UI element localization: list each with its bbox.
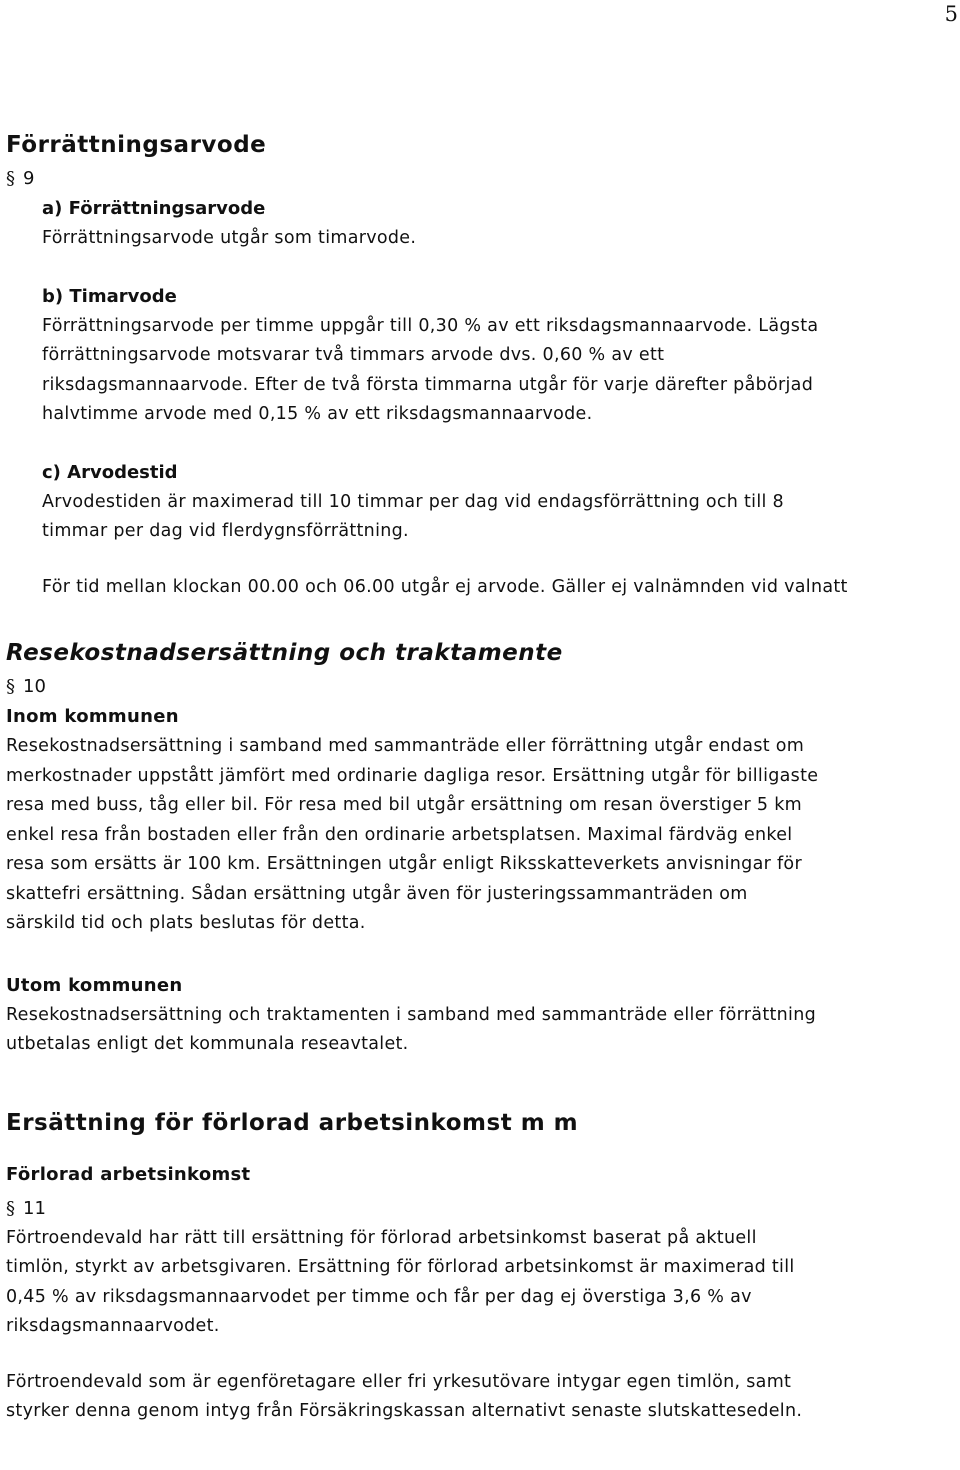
subheading-a: a) Förrättningsarvode [42,198,266,219]
text-line: förrättningsarvode motsvarar två timmars arvode dvs. 0,60 % av ett [42,345,665,365]
section-sign-icon: § [6,168,15,189]
subheading-c: c) Arvodestid [42,461,178,483]
paragraph-inom-kommunen [6,732,956,939]
text-line: skattefri ersättning. Sådan ersättning utgår även för justeringssammanträden om [6,883,748,904]
text-line: halvtimme arvode med 0,15 % av ett riksdagsmannaarvode. [42,404,593,424]
section-title-resekostnad: Resekostnadsersättning och traktamente [6,640,563,666]
subheading-b: b) Timarvode [42,285,177,307]
paragraph-11-2 [6,1368,956,1427]
text-line: Förtroendevald har rätt till ersättning för förlorad arbetsinkomst baserat på aktuell [6,1227,757,1248]
paragraph-number: 9 [23,168,35,189]
paragraph-b [42,312,956,430]
text-line: enkel resa från bostaden eller från den ordinarie arbetsplatsen. Maximal färdväg enkel [6,824,793,845]
paragraph-c [42,488,956,547]
text-line: Resekostnadsersättning och traktamenten i samband med sammanträde eller förrättning [6,1004,816,1025]
section-title-forrattningsarvode: Förrättningsarvode [6,132,267,158]
text-line: timlön, styrkt av arbetsgivaren. Ersättning för förlorad arbetsinkomst är maximerad till [6,1257,795,1277]
section-9-body [6,194,956,602]
paragraph-number: 10 [23,676,46,697]
text-line: timmar per dag vid flerdygnsförrättning. [42,521,409,541]
paragraph-marker-10 [6,672,956,702]
section-sign-icon: § [6,1197,15,1219]
text-line: Arvodestiden är maximerad till 10 timmar per dag vid endagsförrättning och till 8 [42,491,784,512]
text-line: resa med buss, tåg eller bil. För resa med bil utgår ersättning om resan överstiger 5 km [6,795,802,815]
subheading-forlorad-arbetsinkomst: Förlorad arbetsinkomst [6,1163,251,1185]
paragraph-utom-kommunen [6,1001,956,1060]
paragraph-a: Förrättningsarvode utgår som timarvode. [42,228,417,248]
document-body [6,130,956,1427]
text-line: 0,45 % av riksdagsmannaarvodet per timme och får per dag ej överstiga 3,6 % av [6,1286,752,1307]
text-line: utbetalas enligt det kommunala reseavtalet. [6,1034,409,1054]
paragraph-marker-9 [6,164,956,194]
text-line: merkostnader uppstått jämfört med ordinarie dagliga resor. Ersättning utgår för billigaste [6,765,819,786]
paragraph-marker-11 [6,1194,956,1224]
text-line: Resekostnadsersättning i samband med sammanträde eller förrättning utgår endast om [6,736,805,756]
text-line: resa som ersätts är 100 km. Ersättningen utgår enligt Riksskatteverkets anvisningar för [6,854,802,874]
page-number: 5 [944,2,958,26]
text-line: styrker denna genom intyg från Försäkringskassan alternativt senaste slutskattesedeln. [6,1401,803,1421]
text-line: särskild tid och plats beslutas för detta. [6,913,366,933]
subheading-utom-kommunen: Utom kommunen [6,974,183,996]
text-line: riksdagsmannaarvode. Efter de två första timmarna utgår för varje därefter påbörjad [42,374,814,395]
section-title-forlorad-arbetsinkomst: Ersättning för förlorad arbetsinkomst m m [6,1109,579,1136]
paragraph-number: 11 [23,1197,46,1219]
paragraph-c-note: För tid mellan klockan 00.00 och 06.00 utgår ej arvode. Gäller ej valnämnden vid valnatt [42,576,848,597]
paragraph-11-1 [6,1224,956,1342]
text-line: Förrättningsarvode per timme uppgår till 0,30 % av ett riksdagsmannaarvode. Lägsta [42,315,819,336]
text-line: Förtroendevald som är egenföretagare eller fri yrkesutövare intygar egen timlön, samt [6,1371,792,1392]
subheading-inom-kommunen: Inom kommunen [6,706,179,727]
section-sign-icon: § [6,676,15,697]
text-line: riksdagsmannaarvodet. [6,1316,220,1336]
